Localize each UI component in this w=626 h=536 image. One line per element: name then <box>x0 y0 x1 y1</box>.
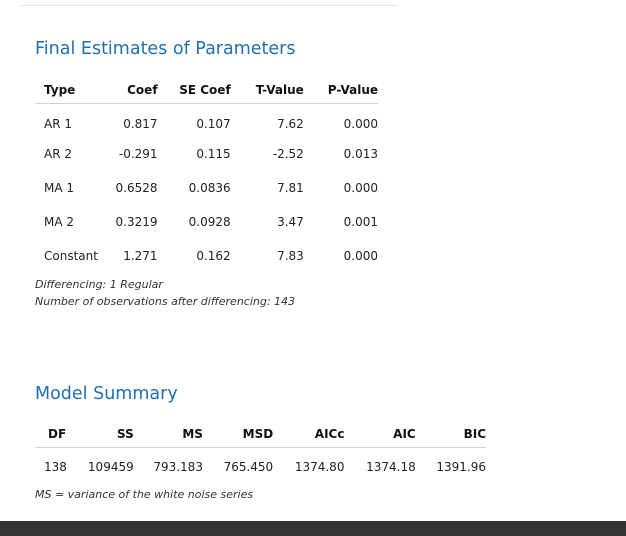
type-cell: Constant <box>44 249 98 263</box>
summary-title: Model Summary <box>35 384 178 404</box>
t-value-cell: 7.81 <box>277 181 304 195</box>
ms-cell: 793.183 <box>153 459 203 474</box>
p-value-cell: 0.000 <box>343 249 378 263</box>
type-cell: MA 2 <box>44 215 75 229</box>
se-coef-cell: 0.0928 <box>188 215 231 229</box>
col-header-se-coef: SE Coef <box>179 83 231 98</box>
se-coef-cell: 0.0836 <box>188 181 231 195</box>
table-row <box>36 137 378 171</box>
aic-cell: 1374.18 <box>366 459 416 474</box>
bottom-bar <box>0 521 626 536</box>
parameters-table <box>36 78 378 273</box>
aicc-cell: 1374.80 <box>294 459 345 474</box>
col-header-p-value: P-Value <box>327 83 378 98</box>
coef-cell: 0.817 <box>123 117 158 132</box>
col-header-msd: MSD <box>242 427 274 442</box>
model-summary-table <box>36 422 486 480</box>
t-value-cell: 7.62 <box>277 117 304 132</box>
type-cell: AR 2 <box>44 147 72 161</box>
col-header-bic: BIC <box>463 427 486 442</box>
se-coef-cell: 0.107 <box>196 117 231 132</box>
params-title: Final Estimates of Parameters <box>35 39 296 59</box>
p-value-cell: 0.000 <box>343 117 378 132</box>
table-row <box>36 447 486 480</box>
col-header-t-value: T-Value <box>255 83 304 98</box>
table-header-row <box>36 78 378 103</box>
coef-cell: 0.3219 <box>115 215 158 229</box>
p-value-cell: 0.000 <box>343 181 378 195</box>
col-header-ss: SS <box>116 427 134 442</box>
observations-note: Number of observations after differencing: 143 <box>35 295 296 308</box>
table-row <box>36 103 378 137</box>
coef-cell: -0.291 <box>118 147 158 161</box>
top-divider <box>20 5 398 6</box>
col-header-ms: MS <box>182 427 203 442</box>
type-cell: AR 1 <box>44 117 72 132</box>
coef-cell: 0.6528 <box>115 181 158 195</box>
table-row <box>36 239 378 273</box>
col-header-df: DF <box>48 427 67 442</box>
t-value-cell: 7.83 <box>277 249 304 263</box>
p-value-cell: 0.001 <box>343 215 378 229</box>
table-header-row <box>36 422 486 447</box>
differencing-note: Differencing: 1 Regular <box>35 278 163 291</box>
t-value-cell: -2.52 <box>272 147 304 161</box>
table-row <box>36 205 378 239</box>
col-header-aic: AIC <box>393 427 416 442</box>
col-header-coef: Coef <box>127 83 158 98</box>
se-coef-cell: 0.162 <box>196 249 231 263</box>
coef-cell: 1.271 <box>123 249 158 263</box>
msd-cell: 765.450 <box>223 459 274 474</box>
type-cell: MA 1 <box>44 181 75 195</box>
t-value-cell: 3.47 <box>277 215 304 229</box>
p-value-cell: 0.013 <box>343 147 378 161</box>
col-header-type: Type <box>44 83 76 98</box>
df-cell: 138 <box>44 459 67 474</box>
col-header-aicc: AICc <box>314 427 345 442</box>
bic-cell: 1391.96 <box>436 459 486 474</box>
ss-cell: 109459 <box>87 459 134 474</box>
se-coef-cell: 0.115 <box>196 147 231 161</box>
table-row <box>36 171 378 205</box>
ms-note: MS = variance of the white noise series <box>35 488 254 501</box>
